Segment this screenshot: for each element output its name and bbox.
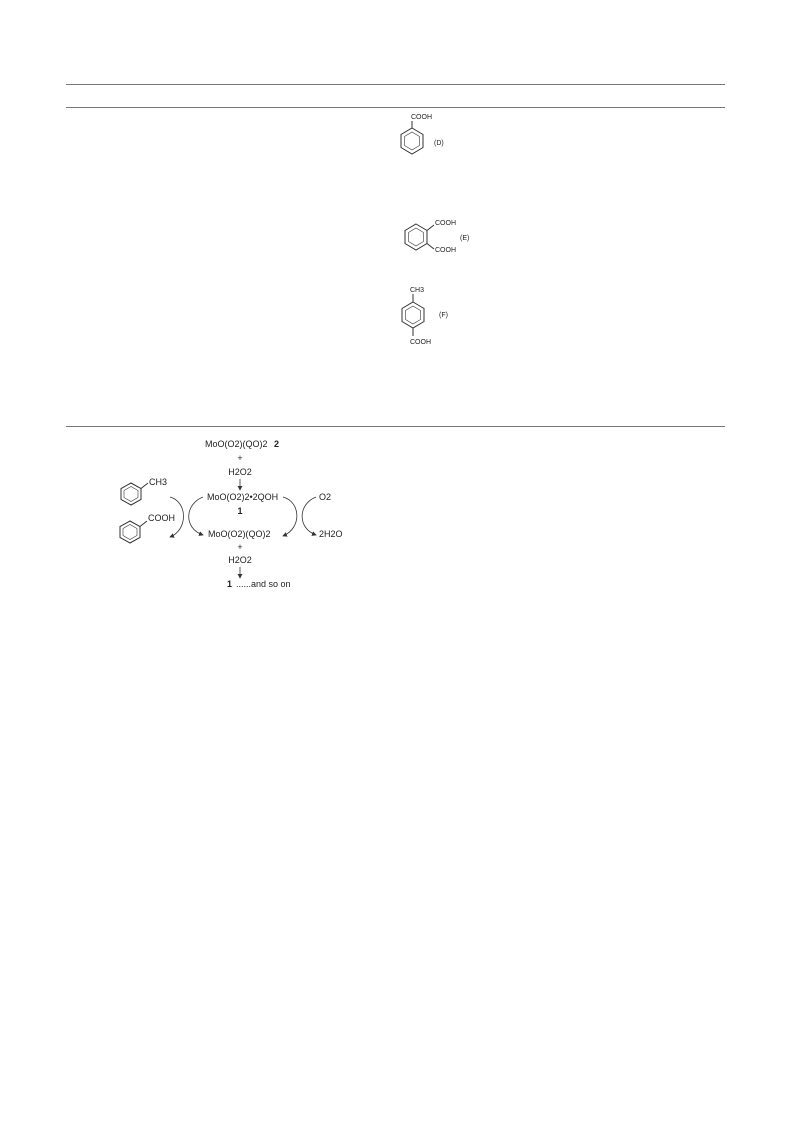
scheme-h2o2-1: H2O2 <box>228 467 252 477</box>
scheme-precursor-number: 2 <box>274 439 280 449</box>
scheme-active-number: 1 <box>237 506 243 516</box>
compound-f-tag: (F) <box>439 312 448 319</box>
compound-d-group: COOH <box>411 114 432 121</box>
compound-d-tag: (D) <box>434 140 444 147</box>
scheme-loop-number: 1 <box>227 579 233 589</box>
scheme-product-group: COOH <box>148 513 175 523</box>
scheme-precursor: MoO(O2)(QO)2 <box>205 439 268 449</box>
compound-e-structure <box>405 220 469 254</box>
compound-d-structure <box>401 114 444 154</box>
compound-e-group-top: COOH <box>435 220 456 227</box>
compound-e-tag: (E) <box>460 235 470 242</box>
scheme-plus-1: + <box>237 453 243 463</box>
scheme-water: 2H2O <box>319 529 343 539</box>
compound-f-group-top: CH3 <box>410 287 425 294</box>
scheme-spent-species: MoO(O2)(QO)2 <box>208 529 271 539</box>
compound-f-group-bottom: COOH <box>410 339 431 346</box>
scheme-plus-2: + <box>237 542 243 552</box>
catalytic-scheme <box>120 439 343 589</box>
compound-e-group-bottom: COOH <box>435 247 456 254</box>
scheme-loop-text: ......and so on <box>236 579 291 589</box>
scheme-h2o2-2: H2O2 <box>228 555 252 565</box>
compound-f-structure <box>402 287 448 346</box>
scheme-substrate-group: CH3 <box>149 477 168 487</box>
scheme-oxygen: O2 <box>319 492 332 502</box>
scheme-active-species: MoO(O2)2•2QOH <box>207 492 279 502</box>
